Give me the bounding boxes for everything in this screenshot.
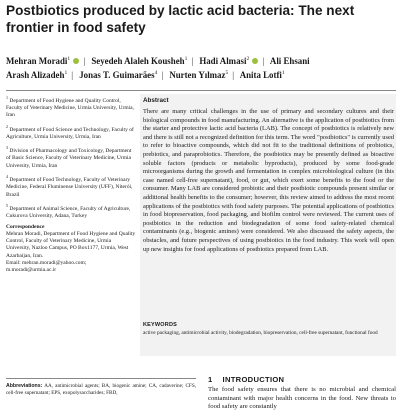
- section-number: 1: [208, 375, 213, 384]
- author[interactable]: Seyedeh Alaleh Kousheh$^1$: [91, 56, 188, 66]
- affiliation: $^2$ Department of Food Science and Technology, Faculty of Agriculture, Urmia University, Urmia, Iran: [6, 123, 134, 140]
- author-separator: |: [71, 70, 73, 80]
- header-divider: [6, 90, 396, 91]
- affiliation: $^4$ Department of Food Technology, Faculty of Veterinary Medicine, Federal Fluminense University (UFF), Niterói, Brazil: [6, 174, 133, 198]
- author[interactable]: Jonas T. Guimarães$^4$: [79, 70, 158, 80]
- keywords-text: active packaging, antimicrobial activity, biodegradation, biopreservation, cell-free supernatant, functional food: [143, 330, 378, 336]
- correspondence-address: Mehran Moradi, Department of Food Hygiene and Quality Control, Faculty of Veterinary Medicine, Urmia University, Nazloo Campus, PO Box1177, Urmia, West Azarbaijan, Iran.: [6, 230, 136, 259]
- abbreviations-text: AA, antimicrobial agents; BA, biogenic amine; CA, cadaverine; CFS, cell-free supernatant; EPS, exopolysaccharides; FBD,: [6, 383, 196, 397]
- abstract-text: There are many critical challenges in the use of primary and secondary cultures and their biological compounds in food manufacturing. An alternative is the application of postbiotics from the starter and protective lactic acid bacteria (LAB). The concept of postbiotics is relatively new and there is still not a recognized definition for this term. The word "postbiotics" is currently used to refer to bioactive compounds, which did not fit to the traditional definitions of probiotics, prebiotics, and paraprobiotics. Therefore, the postbiotics may be presently defined as bioactive soluble factors (products or metabolic byproducts), produced by some food-grade microorganisms during the growth and fermentation in complex microbiological culture (in this case named cell-free supernatant), food, or gut, which exert some benefits to the food or the consumer. Many LAB are considered probiotic and their postbiotic compounds present similar or additional health benefits to the consumer; however, this review aimed to address the most recent applications of the postbiotics with food safety purposes. The potential applications of postbiotics in food biopreservation, food packaging, and biofilm control were reviewed. The current uses of postbiotics in the reduction and biodegradation of some food safety-related chemical contaminants (e.g., biogenic amines) were considered. We also discussed the safety aspects, the obstacles, and future perspectives of using postbiotics in the food industry. This work will open up new insights for food applications of postbiotics prepared from LAB.: [143, 108, 394, 253]
- author-separator: |: [161, 70, 164, 80]
- section-text: The food safety ensures that there is no microbial and chemical contaminant with major health concerns in the food. New threats to food safety are constantly: [208, 386, 396, 411]
- affiliation: $^1$ Department of Food Hygiene and Quality Control, Faculty of Veterinary Medicine, Urmia University, Urmia, Iran: [6, 95, 134, 119]
- author-row-2: [6, 67, 398, 81]
- article-title: Postbiotics produced by lactic acid bacteria: The next frontier in food safety: [6, 3, 355, 35]
- orcid-icon[interactable]: [252, 58, 258, 64]
- affiliation: $^5$ Department of Animal Science, Faculty of Agriculture, Cukurova University, Adana, Turkey: [6, 203, 131, 220]
- section-title: INTRODUCTION: [222, 375, 285, 384]
- abstract-heading: Abstract: [143, 97, 169, 104]
- affiliation: $^3$ Division of Pharmacology and Toxicology, Department of Basic Science, Faculty of Veterinary Medicine, Urmia University, Urmia, Iran: [6, 145, 132, 169]
- author[interactable]: Arash Alizadeh$^1$: [6, 70, 68, 80]
- author[interactable]: Hadi Almasi$^2$: [199, 56, 258, 66]
- correspondence-email[interactable]: Email: mehran.moradi@yahoo.com; m.moradi@urmia.ac.ir: [6, 259, 87, 273]
- author[interactable]: Anita Lotfi$^1$: [239, 70, 285, 80]
- footnote-divider: [6, 378, 196, 379]
- author-separator: |: [83, 56, 86, 66]
- author[interactable]: Ali Ehsani: [269, 56, 310, 66]
- author-list: [6, 53, 398, 81]
- author[interactable]: Nurten Yılmaz$^5$: [169, 70, 229, 80]
- keywords-heading: KEYWORDS: [143, 322, 177, 328]
- orcid-icon[interactable]: [73, 58, 79, 64]
- abbreviations-footnote: [6, 383, 196, 397]
- author-separator: |: [191, 56, 194, 66]
- correspondence-heading: Correspondence: [6, 223, 45, 230]
- author[interactable]: Mehran Moradi$^1$: [6, 56, 79, 66]
- section-heading: [208, 375, 284, 384]
- author-row-1: [6, 53, 398, 67]
- affiliations-column: [6, 94, 136, 274]
- abbreviations-label: Abbreviations:: [6, 383, 43, 389]
- author-separator: |: [262, 56, 265, 66]
- author-separator: |: [232, 70, 234, 80]
